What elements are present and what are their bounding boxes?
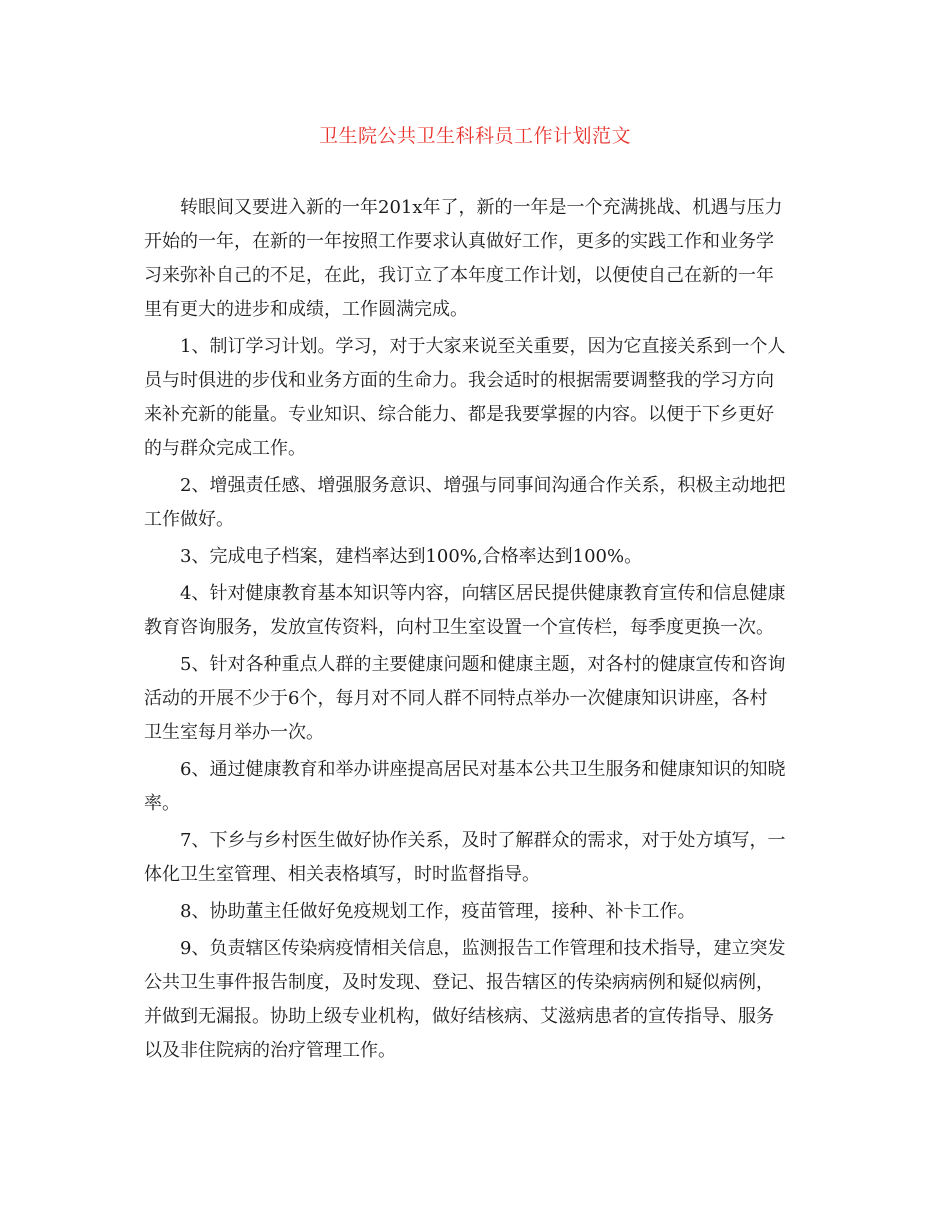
paragraph-item-5: 5、针对各种重点人群的主要健康问题和健康主题，对各村的健康宣传和咨询 活动的开展不少于6个，每月对不同人群不同特点举办一次健康知识讲座，各村 卫生室每月举办一次。	[144, 654, 786, 743]
paragraph-intro: 转眼间又要进入新的一年201x年了，新的一年是一个充满挑战、机遇与压力 开始的一年，在新的一年按照工作要求认真做好工作，更多的实践工作和业务学 习来弥补自己的不足，在此，我订立了本年度工作计划，以便使自己在新的一年 里有更大的进步和成绩，工作圆满完成。	[144, 197, 783, 320]
paragraph-item-9: 9、负责辖区传染病疫情相关信息，监测报告工作管理和技术指导，建立突发 公共卫生事件报告制度，及时发现、登记、报告辖区的传染病病例和疑似病例， 并做到无漏报。协助上级专业机构，做好结核病、艾滋病患者的宣传指导、服务 以及非住院病的治疗管理工作。	[144, 938, 786, 1061]
paragraph-item-1: 1、制订学习计划。学习，对于大家来说至关重要，因为它直接关系到一个人 员与时俱进的步伐和业务方面的生命力。我会适时的根据需要调整我的学习方向 来补充新的能量。专业知识、综合能力、都是我要掌握的内容。以便于下乡更好 的与群众完成工作。	[144, 336, 786, 459]
paragraph-item-7: 7、下乡与乡村医生做好协作关系，及时了解群众的需求，对于处方填写，一 体化卫生室管理、相关表格填写，时时监督指导。	[144, 830, 786, 885]
document-body	[144, 191, 806, 1071]
document-title: 卫生院公共卫生科科员工作计划范文	[318, 125, 631, 147]
paragraph-item-4: 4、针对健康教育基本知识等内容，向辖区居民提供健康教育宣传和信息健康 教育咨询服务，发放宣传资料，向村卫生室设置一个宣传栏，每季度更换一次。	[144, 583, 786, 638]
paragraph-item-6: 6、通过健康教育和举办讲座提高居民对基本公共卫生服务和健康知识的知晓 率。	[144, 759, 786, 814]
paragraph-item-3: 3、完成电子档案，建档率达到100%,合格率达到100%。	[180, 546, 643, 567]
paragraph-item-2: 2、增强责任感、增强服务意识、增强与同事间沟通合作关系，积极主动地把 工作做好。	[144, 475, 786, 530]
paragraph-item-8: 8、协助董主任做好免疫规划工作，疫苗管理，接种、补卡工作。	[180, 901, 696, 922]
